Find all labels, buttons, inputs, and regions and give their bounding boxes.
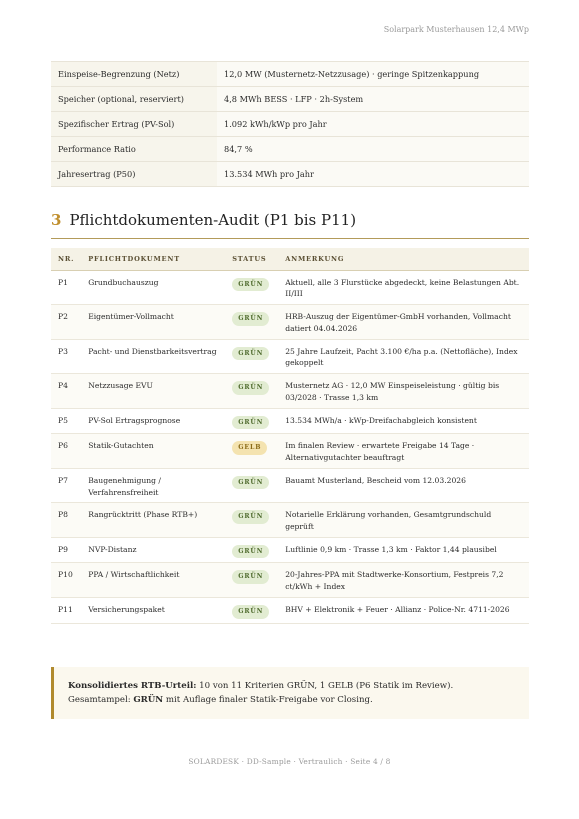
kv-label: Jahresertrag (P50) [51,162,217,187]
header-nr: NR. [51,248,81,270]
header-status: STATUS [225,248,278,270]
audit-row [51,597,529,623]
status-badge: GRÜN [232,510,269,524]
header-note: ANMERKUNG [278,248,529,270]
kv-label: Einspeise-Begrenzung (Netz) [51,62,217,87]
audit-row [51,537,529,563]
audit-table [51,248,529,624]
kv-label: Spezifischer Ertrag (PV-Sol) [51,112,217,137]
status-badge: GRÜN [232,545,269,559]
verdict-callout [51,667,529,719]
audit-nr: P7 [51,468,81,503]
status-badge: GRÜN [232,605,269,619]
kv-row [51,112,529,137]
verdict-text: 10 von 11 Kriterien GRÜN, 1 GELB (P6 Statik im Review). Gesamtampel: [68,681,454,706]
audit-document: Baugenehmigung / Verfahrensfreiheit [81,468,225,503]
audit-note: 13.534 MWh/a · kWp-Dreifachabgleich konsistent [278,408,529,434]
kv-label: Speicher (optional, reserviert) [51,87,217,112]
audit-nr: P11 [51,597,81,623]
kv-row [51,137,529,162]
kv-value: 12,0 MW (Musternetz-Netzzusage) · geringe Spitzenkappung [217,62,529,87]
verdict-status-word: GRÜN [133,695,164,706]
audit-row [51,434,529,469]
audit-nr: P3 [51,339,81,374]
audit-nr: P5 [51,408,81,434]
audit-note: Bauamt Musterland, Bescheid vom 12.03.2026 [278,468,529,503]
audit-document: NVP-Distanz [81,537,225,563]
audit-status-cell [225,408,278,434]
audit-document: PPA / Wirtschaftlichkeit [81,563,225,598]
kv-row [51,87,529,112]
section-heading [51,209,529,239]
status-badge: GRÜN [232,476,269,490]
key-value-table [51,61,529,187]
audit-nr: P9 [51,537,81,563]
audit-document: PV-Sol Ertragsprognose [81,408,225,434]
audit-row [51,270,529,305]
verdict-text-end: mit Auflage finaler Statik-Freigabe vor Closing. [163,695,373,706]
audit-note: Notarielle Erklärung vorhanden, Gesamtgrundschuld geprüft [278,503,529,538]
audit-note: 20-Jahres-PPA mit Stadtwerke-Konsortium, Festpreis 7,2 ct/kWh + Index [278,563,529,598]
audit-row [51,468,529,503]
audit-status-cell [225,434,278,469]
audit-document: Rangrücktritt (Phase RTB+) [81,503,225,538]
kv-value: 4,8 MWh BESS · LFP · 2h-System [217,87,529,112]
audit-document: Grundbuchauszug [81,270,225,305]
audit-row [51,563,529,598]
audit-document: Eigentümer-Vollmacht [81,305,225,340]
audit-nr: P6 [51,434,81,469]
audit-status-cell [225,468,278,503]
audit-note: Aktuell, alle 3 Flurstücke abgedeckt, keine Belastungen Abt. II/III [278,270,529,305]
audit-document: Statik-Gutachten [81,434,225,469]
audit-status-cell [225,563,278,598]
status-badge: GELB [232,441,267,455]
audit-note: HRB-Auszug der Eigentümer-GmbH vorhanden, Vollmacht datiert 04.04.2026 [278,305,529,340]
status-badge: GRÜN [232,416,269,430]
audit-nr: P2 [51,305,81,340]
page-header-project: Solarpark Musterhausen 12,4 MWp [383,25,529,34]
audit-status-cell [225,597,278,623]
audit-note: BHV + Elektronik + Feuer · Allianz · Police-Nr. 4711-2026 [278,597,529,623]
kv-label: Performance Ratio [51,137,217,162]
kv-row [51,162,529,187]
audit-row [51,305,529,340]
audit-status-cell [225,503,278,538]
audit-note: Im finalen Review · erwartete Freigabe 14 Tage · Alternativgutachter beauftragt [278,434,529,469]
audit-document: Netzzusage EVU [81,374,225,409]
kv-value: 84,7 % [217,137,529,162]
status-badge: GRÜN [232,347,269,361]
audit-document: Pacht- und Dienstbarkeitsvertrag [81,339,225,374]
audit-status-cell [225,339,278,374]
audit-status-cell [225,305,278,340]
kv-value: 13.534 MWh pro Jahr [217,162,529,187]
status-badge: GRÜN [232,381,269,395]
kv-row [51,62,529,87]
audit-nr: P10 [51,563,81,598]
audit-note: Musternetz AG · 12,0 MW Einspeiseleistung · gültig bis 03/2028 · Trasse 1,3 km [278,374,529,409]
audit-status-cell [225,374,278,409]
status-badge: GRÜN [232,570,269,584]
audit-row [51,408,529,434]
audit-nr: P1 [51,270,81,305]
header-document: PFLICHTDOKUMENT [81,248,225,270]
audit-row [51,339,529,374]
audit-status-cell [225,537,278,563]
audit-note: 25 Jahre Laufzeit, Pacht 3.100 €/ha p.a. (Nettofläche), Index gekoppelt [278,339,529,374]
audit-note: Luftlinie 0,9 km · Trasse 1,3 km · Faktor 1,44 plausibel [278,537,529,563]
audit-header-row [51,248,529,270]
audit-status-cell [225,270,278,305]
audit-document: Versicherungspaket [81,597,225,623]
section-number: 3 [51,211,62,229]
page-footer: SOLARDESK · DD-Sample · Vertraulich · Seite 4 / 8 [188,757,391,766]
status-badge: GRÜN [232,312,269,326]
audit-nr: P8 [51,503,81,538]
kv-value: 1.092 kWh/kWp pro Jahr [217,112,529,137]
section-title: Pflichtdokumenten-Audit (P1 bis P11) [69,211,357,229]
status-badge: GRÜN [232,278,269,292]
audit-row [51,503,529,538]
audit-row [51,374,529,409]
verdict-label: Konsolidiertes RTB-Urteil: [68,681,197,691]
audit-nr: P4 [51,374,81,409]
